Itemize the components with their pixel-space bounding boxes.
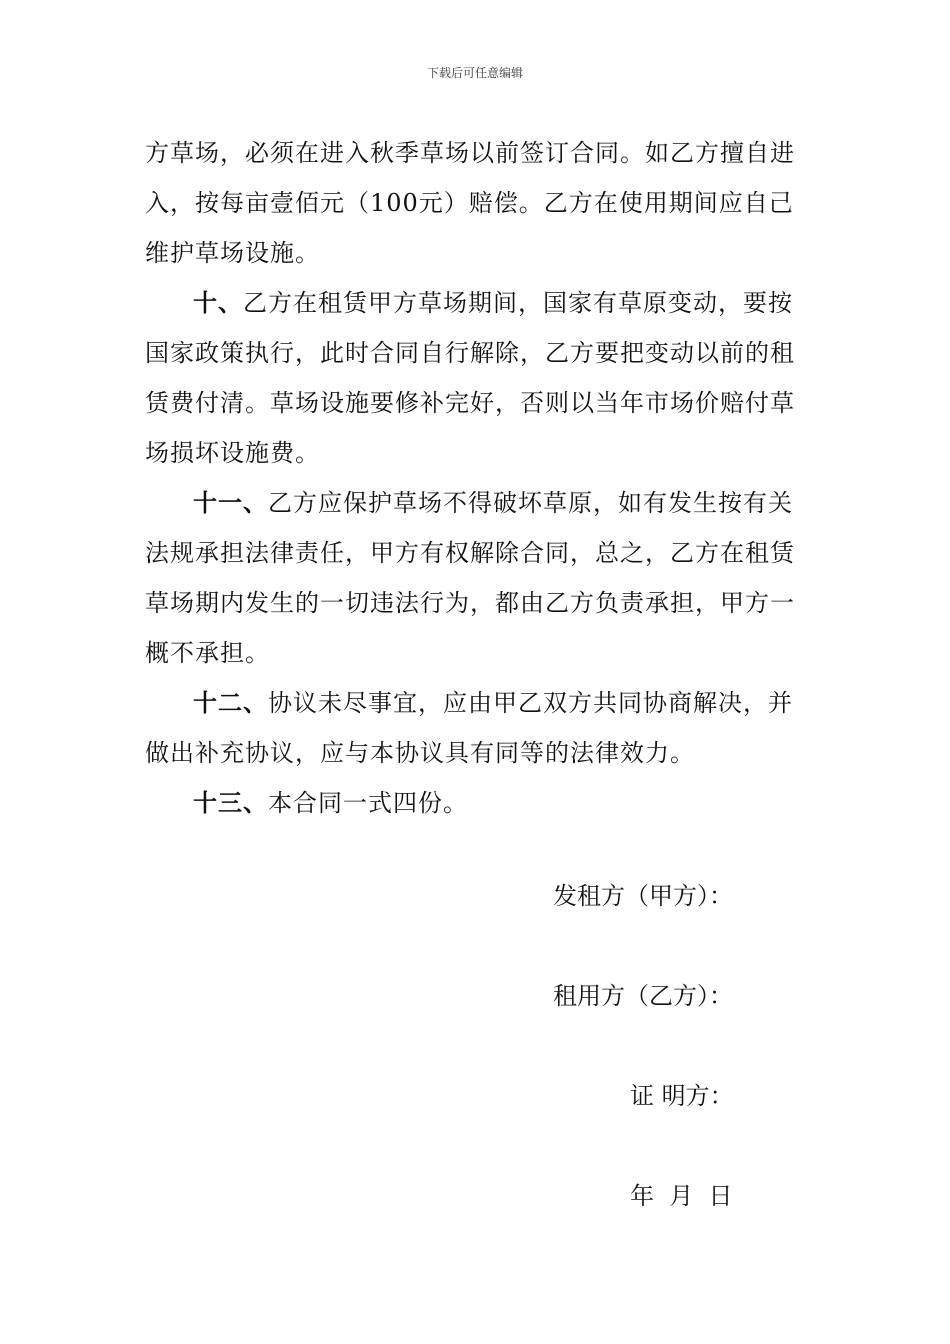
signature-lessor: 发租方（甲方）： [553,882,733,910]
signature-witness: 证 明方： [630,1082,734,1110]
clause-text: 协议未尽事宜，应由甲乙双方共同协商解决，并做出补充协议，应与本协议具有同等的法律效力。 [145,689,793,767]
clause-11 [145,478,805,678]
clause-text: 乙方在租赁甲方草场期间，国家有草原变动，要按国家政策执行，此时合同自行解除，乙方要把变动以前的租赁费付清。草场设施要修补完好，否则以当年市场价赔付草场损坏设施费。 [145,289,795,467]
document-body [145,128,805,828]
clause-number: 十一、 [193,488,268,517]
clause-number: 十二、 [193,688,268,717]
clause-12 [145,678,805,778]
clause-number: 十、 [193,288,243,317]
clause-number: 十三、 [193,788,268,817]
clause-13 [145,778,805,828]
clause-10 [145,278,805,478]
signature-date: 年 月 日 [630,1182,733,1210]
paragraph-continued [145,128,805,278]
page-header-note: 下载后可任意编辑 [426,66,523,80]
signature-lessee: 租用方（乙方）： [553,982,733,1010]
clause-text: 本合同一式四份。 [268,789,468,817]
clause-text: 乙方应保护草场不得破坏草原，如有发生按有关法规承担法律责任，甲方有权解除合同，总之，乙方在租赁草场期内发生的一切违法行为，都由乙方负责承担，甲方一概不承担。 [145,489,795,667]
paragraph-text: 方草场，必须在进入秋季草场以前签订合同。如乙方擅自进入，按每亩壹佰元（100元）赔偿。乙方在使用期间应自己维护草场设施。 [145,139,795,267]
